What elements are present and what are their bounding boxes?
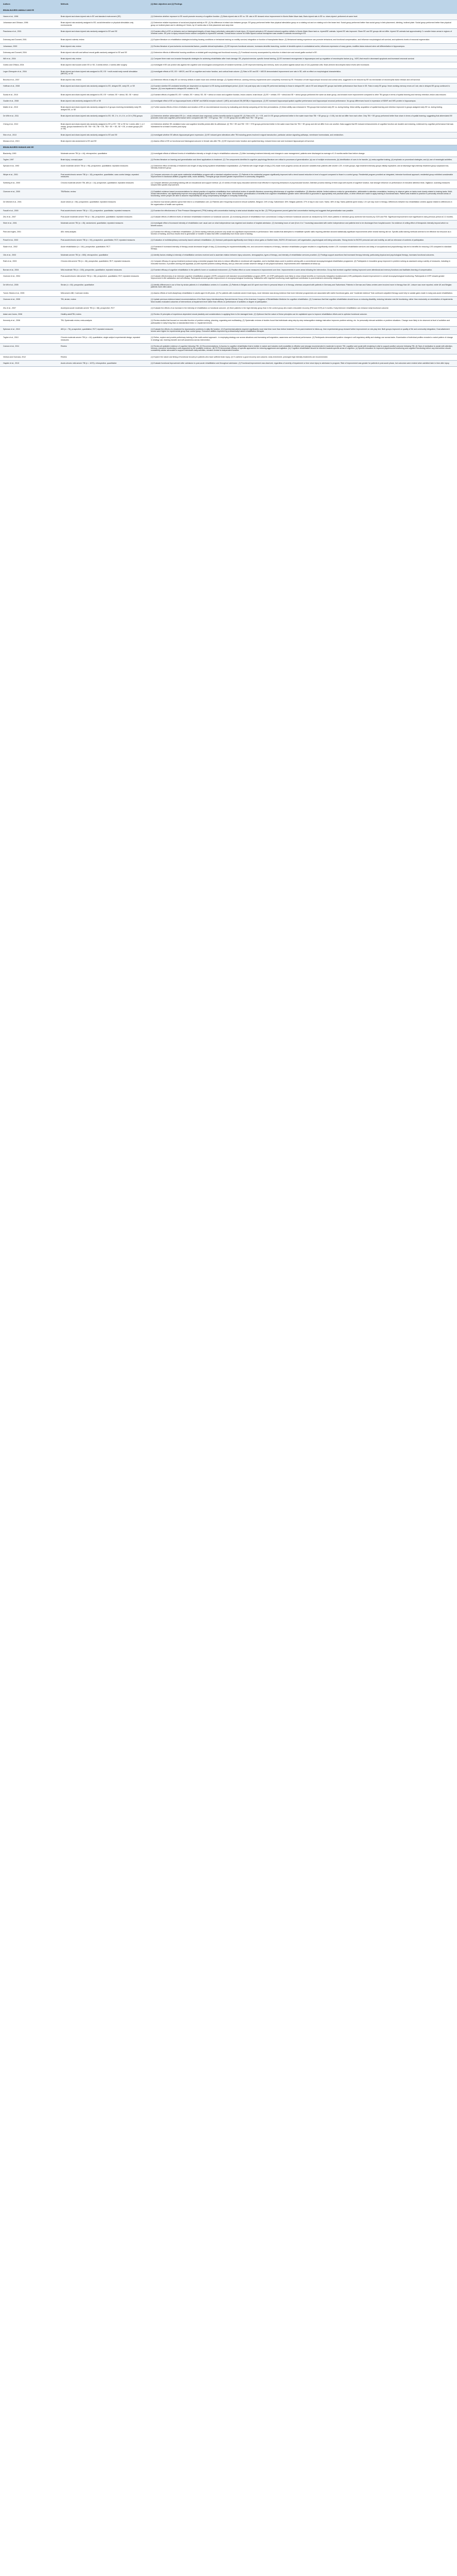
cell-authors: Gobbo and O'Mara, 2004 <box>0 62 58 69</box>
cell-methods: Post-acute/chronic severe TBI (n = 18); prospective, quantitative; case-control design; repeated measures <box>58 172 148 180</box>
cell-authors: Turner-Stokes et al., 2005 <box>0 291 58 297</box>
table-row <box>0 214 457 221</box>
cell-findings: (1) Refine, explore and provide preliminary training of the multi-context approach - in employing strategy use across situations and increasing self-regulation, awareness and functional performance. (2) Participants demonstrated positive changes in self-regulatory ability and strategy use across tasks. Examination of individual profiles revealed a varied pattern of change in strategy use, learning transfer and self-awareness across intervention. <box>148 335 457 344</box>
cell-findings: (1) Update previous evidence-based recommendations of the Brain Injury Interdisciplinary Special Interest Group of the American Congress of Rehabilitation Medicine for cognitive rehabilitation. (2) Consensus that that cognitive rehabilitation should focus on reducing disability, restoring intensive real-life functioning, rather than exclusively on remediation of impairments. Most studies evaluated outcomes of interventions at impairment level rather than effects on performance of activities or degree of participation. <box>148 297 457 306</box>
table-row <box>0 28 457 37</box>
cell-authors: Shiel et al., 2001 <box>0 221 58 229</box>
cell-authors: Johansson, 2000 <box>0 43 58 49</box>
section-title: BRAIN-INJURED HUMANS AND EE <box>0 145 457 151</box>
cell-authors: Slade et al., 2002 <box>0 244 58 252</box>
cell-findings: (1) Evaluate the effects of a treatment for dysexecutive problems in daily life function. (2) Experimental patients required significantly more total time more than before treatment. From post-treatment to follow-up, time experimental group showed further improvement on role-play test. Both groups improved on quality of life and community integration; Goal-attainment scores were higher for experimental group than control group. Executive abilities improved by professionally trained rehabilitation therapist. <box>148 326 457 335</box>
cell-authors: Hamm et al., 1996 <box>0 14 58 20</box>
cell-findings: (1) Evaluate the effects of an increase in the intensity of rehabilitation on functional outcome. (2) More patients in the high intensity group than in the control group who made a favorable recovery (FIM and GOS) at 3 months. Early intensive rehabilitation can enhance early functional outcome. <box>148 305 457 311</box>
cell-findings: (1) Review all available evidence of cognitive following TBI. (2) Recommendations: (i) Access to cognitive rehabilitation that is holistic in nature and includes multi-modalities is effective and strongly recommended in moderate to severe TBI; cognitive and social skill remaining is vital to support positive outcome following TBI. (ii) Task of medication to assist with attention, memory, executive functioning is well-supported by the available evidence. (iii) RCTs demonstrate efficacy of specific approaches for reducing aggression and agitation. (iv) Cognitive rehabilitation should be directed towards specific areas of cognition. (v) Specific education on improved psychosocial functioning and cognitive functioning before any intervention should consistently advise advocates to support individual's daily activities, remains central to independent function. <box>148 343 457 354</box>
cell-methods: Acute rehabilitation (n = 161); prospective, quantitative; RCT <box>58 244 148 252</box>
cell-findings: (1) Evaluation of multidisciplinary community based outreach rehabilitation. (2) Outreach participants significantly more likely to show gains on Barthel index, BICRO-39 total score, self organisation, psychological well-being subscales. Strong trends for BICRO personal care and mobility, as well as relevance of contexts of participation. <box>148 238 457 244</box>
table-row <box>0 122 457 132</box>
cell-findings: (1) Explore literature on rehabilitation strategies including housing conditions or behavioral training on motility survival, integration or function of transplanted tissue. (2) Behavioral training experience can promote behavioral, and functional compensation, and influence morphological cell survival, and epidermis levels of neuronal regeneration. <box>148 37 457 43</box>
table-row <box>0 259 457 267</box>
table-row <box>0 318 457 327</box>
cell-authors: Zhu et al., 2007 <box>0 214 58 221</box>
cell-methods: Brain-injured rats randomly assigned to EE or SE <box>58 98 148 105</box>
cell-authors: Fasotti et al., 2000 <box>0 208 58 214</box>
cell-methods: TBI, stroke; review <box>58 297 148 306</box>
cell-authors: Park and Ingles, 2001 <box>0 229 58 238</box>
cell-methods: Brain-injured and sham-injured rats in EE and standard environment (SE) <box>58 14 148 20</box>
cell-methods: Moderate-severe TBI (n = 45); randomized, quantitative; repeated measures <box>58 221 148 229</box>
cell-findings: (1) Investigate whether EE affects hippocampal gene expression. (2) EE induced gene alterations after TBI including genes involved in signal transduction, particular calcium signaling pathways, membrane homeostasis, and metabolism. <box>148 132 457 139</box>
cell-authors: Blackerby, 1990 <box>0 151 58 157</box>
cell-authors: Passineau et al., 2001 <box>0 28 58 37</box>
cell-methods: Chronic mild-severe TBI (n = 46); prospective, quantitative; RCT; repeated measures <box>58 259 148 267</box>
cell-findings: (1) Examined if increased intensity of therapy would decreased length of stay. (2) Accounting for impairment/disability mix, and concurrent measures of therapy, intensive rehabilitation program resulted in a significantly shorter LOS. Increased rehabilitation services and delay of occupational and physiotherapy has led to benefits for reducing LOS compared to standard therapy. <box>148 244 457 252</box>
cell-findings: (1) Evaluate effects of different levels of intensive rehabilitation treatment on functional outcome. (2) Increasing amount of rehabilitation from conventional 2-h/day to intensive functional outcome as measured by GOS; More patients in intensive group achieved full recovery by GOS and FIM. Significant improvement more significant in early pervious period at 2-3 months. <box>148 214 457 221</box>
cell-methods: Post-acute/chronic mild-severe TBI (n = 56); prospective, quantitative; RCT; repeated measures <box>58 274 148 282</box>
header-methods: Methods <box>58 0 148 8</box>
section-header-row <box>0 8 457 14</box>
table-row <box>0 14 457 20</box>
cell-findings: (1) Review 10 principles of experience-dependent neural plasticity and considerations in applying them to the damaged brain. (2) Optimum that the nature of these principles can be capitalized upon to improve rehabilitation efforts and to optimize functional outcome. <box>148 312 457 318</box>
table-row <box>0 305 457 311</box>
cell-authors: Spivack et al., 1992 <box>0 163 58 172</box>
cell-methods: Moderate-severe TBI (n = 44); retrospective, quantitative <box>58 151 148 157</box>
table-row <box>0 56 457 62</box>
cell-findings: (1) Evaluate effectiveness of an intensive cognitive rehabilitation program (ICRP) compared with standard neurorehabilitation program (SRP). (2) ICRP participants more likely to show clinical benefits on Community Integration Questionnaire (CIR) participants showed improvement in overall neuropsychological functioning. Participants in ICRP showed greater improvement in life satisfaction and self-efficacy. Participants showed greater improvement of neuropsychological functioning. Satisfaction with cognitive functioning made significant contribution to post-treatment community integration. <box>148 274 457 282</box>
table-row <box>0 172 457 180</box>
cell-findings: (1) Compare outcomes of a post-acute residential rehabilitation program with a standard outpatient service. (2) Patients in the residential program significantly improved with a trend toward reduction in level of support compared to those in a control group. Residential program provided an integrated, intensive functional approach; residential group exhibited considerable improvement in functional abilities (cognitive skills, motor abilities). Therapist groups showed greater improvement in community integration. <box>148 172 457 180</box>
cell-methods: Stroke (n = 60); prospective, quantitative <box>58 282 148 291</box>
table-row <box>0 43 457 49</box>
cell-findings: (1) Investigate effects of different levels of rehabilitation intensity or length of stay in rehabilitation outcomes. (2) After increasing treatment intensity and changes in case management, patients were discharged an average of 1.5 months earlier than before change. <box>148 151 457 157</box>
cell-findings: (1) Evaluate functional improvement after admission to post-acute rehabilitation and throughout admission. (2) Functional improvement was observed, regardless of severity of impairment or time since injury to admission to program. Rate of improvement was greater for patients in post-acute phase, but outcomes were evident when admitted later in time after injury. <box>148 360 457 366</box>
cell-authors: Cheng et al., 2012 <box>0 122 58 132</box>
cell-authors: Cannon et al., 2011 <box>0 343 58 354</box>
cell-methods: Healthy adult/TBI; review <box>58 312 148 318</box>
table-row <box>0 297 457 306</box>
table-row <box>0 354 457 360</box>
cell-findings: (1) Compare three main non-invasive therapeutic strategies for achieving rehabilitation after brain damage: EE, physical exercise, specific format training. (2) EE increased neurogenesis in hippocampus and up-regulation of neurotrophic factors (e.g., NGF) that result in decreased apoptosis and increased neuronal survival. <box>148 56 457 62</box>
cell-authors: Dobrossy and Dunnett, 2001 <box>0 37 58 43</box>
cell-methods: Moderate-severe TBI (n = 650); retrospective, quantitative <box>58 252 148 259</box>
table-row <box>0 139 457 145</box>
cell-findings: (1) Identify factors relating to intensity of rehabilitation services received and to ascertain relation between injury outcomes, demographics, types of therapy, and intensity of rehabilitation services provided. (2) Findings support assertions that increased therapy intensity, particularly physical and psychological therapy, increases functional outcomes. <box>148 252 457 259</box>
table-row <box>0 282 457 291</box>
cell-findings: (1) Determine whether EE-mediated motor and cognitive benefits persist after its withdrawal. (2) TBI + EE and TBI + EE + STD groups performed better in the water maze than the TBI + SE group and did not differ from one another. Data suggest that EE-induced enhancements of cognitive function are durable and enduring, evidenced by cognitive performance that was maintained for at least 6 months post-injury. <box>148 122 457 132</box>
cell-methods: Brain-injured rats; review <box>58 56 148 62</box>
cell-findings: (1) Explore the nature and timing of functional recovery in patients who have suffered brain injury. (2) To achieve a good recovery and outcome, early enrichment, prolonged high intensity treatments are recommended. <box>148 354 457 360</box>
cell-methods: Brain-injured and sham-injured rats assigned to EE, EE + vehicle, EE + stimul, SE, SE + stimul <box>58 92 148 98</box>
cell-findings: (1) Examine efficacy of cognitive rehabilitation in the patient's home or vocational environment. (2) Positive effect on some measures in improvement over time. Improvements in some areas following the intervention. Group that received cognitive training improved some attentional and memory functions and facilitates learning of compensation. <box>148 267 457 273</box>
cell-findings: (1) Identify differences in use of time by stroke patients in 4 rehabilitation centers in 4 countries. (2) Patients in Belgian and UK spent more time in personal leisure or in therapy, whereas compared with patients in Germany and Switzerland. Patients in German and Swiss centres were involved more in therapy than UK. Leisure was more reported, while UK and Belgian patients more often alone. <box>148 282 457 291</box>
cell-authors: De Witt et al., 2011 <box>0 113 58 122</box>
cell-authors: Adam and Jones, 2008 <box>0 312 58 318</box>
table-row <box>0 238 457 244</box>
header-objectives-findings: (1) Main objectives and (2) Findings <box>148 0 457 8</box>
cell-methods: Mild-severe ABI; Cochrane review <box>58 291 148 297</box>
cell-authors: Monaco et al., 2013 <box>0 139 58 145</box>
cell-methods: Brain-injured rats randomly assigned to EE, social interaction or physical stimulation-only environments <box>58 20 148 29</box>
cell-findings: (1) Examine the efficacy of attention rehabilitation. (2) Direct-training methods produced only small non-significant improvements in performance. New studies that attempted to rehabilitate specific skills requiring attention showed statistically significant improvements while neutral training did not. Specific-skills training methods seemed to be effective but resource as a function of training, and thus results tend to generalize or transfer to tasks that differ considerably from those used in training. <box>148 229 457 238</box>
table-row <box>0 20 457 29</box>
cell-methods: Post-acute moderate-severe TBI (n = 36); prospective, quantitative; repeated measures <box>58 214 148 221</box>
table-row <box>0 113 457 122</box>
cell-methods: Acute/post-acute moderate-severe TBI (n = 68); prospective, RCT <box>58 305 148 311</box>
cell-methods: ABI; meta-analysis <box>58 229 148 238</box>
cell-authors: Whyte et al., 2001 <box>0 172 58 180</box>
table-row <box>0 244 457 252</box>
cell-authors: Matter et al., 2010 <box>0 105 58 113</box>
table-row <box>0 98 457 105</box>
cell-authors: De Wit et al., 2005 <box>0 282 58 291</box>
table-row <box>0 335 457 344</box>
cell-authors: Dobrossy and Dunnett, 2004 <box>0 49 58 56</box>
table-row <box>0 105 457 113</box>
table-row <box>0 92 457 98</box>
cell-methods: Brain-injured rats with and without neural grafts randomly assigned to EE and SE <box>58 49 148 56</box>
table-row <box>0 62 457 69</box>
cell-methods: Brain-injured and sham-injured rats assigned to EE, EE + multi-modal early overall stimulation (MEOS), or SE <box>58 69 148 77</box>
cell-findings: (1) Review literature on learning and generalization and direct applications to treatment. (2) The components identified in cognitive psychology literature are critical to processes of generalization: (a) use of multiple environments, (b) identification of cues to be transfer, (c) meta-cognitive training, (d) emphasis on procedural strategies, and (e) use of meaningful activities. <box>148 157 457 163</box>
table-row <box>0 37 457 43</box>
cell-findings: (1) Assess effects of multi-disciplinary rehabilitation in adults aged 16-65 years. (2) For patients with moderate-severe brain injury, more intensive was strong evidence that more intensive programmes are associated with earlier functional gains, and "moderate evidence" that continued outpatient therapy could help to sustain gains made in early post-acute rehabilitation. <box>148 291 457 297</box>
table-row <box>0 77 457 83</box>
cell-authors: Togher et al., 2010 <box>0 335 58 344</box>
cell-findings: (1) Examine effects of spatial EE, EE + vehicle, EE + stimul, SE, SE + stimul on motor and cognitive function, lesion volume, brain tissue. (2) EE + vehicle, EE + stimul and SE + stimul groups performed the same as sham group, and showed more improvement compared to other TBI groups in terms of spatial learning and memory retention; lesion was reduced. <box>148 92 457 98</box>
table-row <box>0 69 457 77</box>
cell-authors: Cicerone et al., 2004 <box>0 274 58 282</box>
cell-authors: Johansson and Ohlsson, 1996 <box>0 20 58 29</box>
table-row <box>0 360 457 366</box>
cell-methods: Brain-injured and sham-injured rats randomly assigned to EE, SE, 2 h, 4 h, 6 h, or 24 h (TBI) groups <box>58 113 148 122</box>
cell-methods: Review <box>58 354 148 360</box>
table-header-row <box>0 0 457 8</box>
table-row <box>0 267 457 273</box>
cell-methods: Acute moderate-severe TBI (n = 95); prospective, quantitative; repeated measures <box>58 163 148 172</box>
cell-methods: Brain-injured rats; review <box>58 43 148 49</box>
table-row <box>0 343 457 354</box>
cell-findings: (1) Further assess effects of time of initiation and duration of EE on neurobehavioral recovery by evaluating and directly comparing all the time permutations. (2) Motor ability was enhanced in TBI groups that received early EE vs. during testing. Motor ability, acquisition of spatial learning and retention improved in groups assigned early EE vs. during testing. <box>148 105 457 113</box>
section-header-row <box>0 145 457 151</box>
cell-methods: Brain-injured rats randomized to EE and SE <box>58 139 148 145</box>
cell-findings: (1) Determine whether exposure to EE would promote recovery of cognitive function. (2) Brain-injured rats in EE vs. SE: rats in EE showed minor improvement in Morris Water Maze task; Brain-injured rats in EE vs. sham-injured: performed at same level. <box>148 14 457 20</box>
table-row <box>0 151 457 157</box>
cell-authors: Cicerone et al., 2000 <box>0 189 58 199</box>
cell-authors: Cicerone et al., 2005 <box>0 297 58 306</box>
cell-findings: (1) Assess effect of EE on functional and histological outcome in female rats after TBI. (2) EE improved motor function and spatial learning; reduced lesion size and increased hippocampal cell survival. <box>148 139 457 145</box>
table-row <box>0 229 457 238</box>
cell-authors: Powell et al., 2002 <box>0 238 58 244</box>
cell-findings: (1) Determine whether abbreviated EE (i.e., rehab-relevant dose response) confers benefits similar to typical EE. (2) Rats in EE, 4 h + EE, and 6 h EE groups performed better in the water maze than TBI + SE group (p < 0.05), but did not differ from each other. Only TBI + EE group performed better than sham in terms of spatial learning; suggesting that abbreviated EE promotes motor and cognitive performance when compared with TBI + STD group. TBI + 2 h EE group did not differ from TBI + SE group. <box>148 113 457 122</box>
literature-review-table <box>0 0 457 367</box>
cell-authors: Will et al., 2004 <box>0 56 58 62</box>
cell-methods: TBI; Systematic review, meta-analysis <box>58 318 148 327</box>
cell-findings: (1) Compare efficacy of a group treatment protocol using a remedial program that aims to reduce difficulties in emotional self-regulation, and to facilitate steps used in problem solving with a conventional neuropsychological rehabilitation programme. (2) Participants in innovative group improved in problem solving as assessed using a variety of measures, including in executive function, in problem-solving self-appraisal, (b) self-reported problem-solving efficacy, and (c) clear and concise observer ratings of role-played scenarios. Improvements were maintained at follow-up. <box>148 259 457 267</box>
cell-authors: Sohlberg et al., 2000 <box>0 180 58 189</box>
cell-authors: Zhu et al., 2007 <box>0 305 58 311</box>
cell-methods: Acute stroke (n = 56); prospective, quantitative; repeated measures <box>58 199 148 208</box>
cell-findings: (1) Examine whether EE-mediated benefits are dependent on exposure to EE during acute/delayed period. (2) At 2 wk post injury rats in early EE performed similarly to those in delayed EE; rats in EE and delayed EE groups had better performance than those in SE. Rats in early EE group: fewer working-memory errors at 3 wk; rats in delayed EE group continued to improve. (3) Less impairment in delayed EE relative to SE. <box>148 83 457 92</box>
table-row <box>0 83 457 92</box>
cell-authors: De Weerdt et al., 2001 <box>0 199 58 208</box>
cell-methods: Brain-injured and sham-injured rats randomly assigned to EE and SE <box>58 132 148 139</box>
cell-authors: Kennedy et al., 2008 <box>0 318 58 327</box>
cell-findings: (1) Review studies that focused on executive function of problem solving, planning, organizing and multitasking. (2) Systematic reviews of studies found that individuals using step-by-step metacognitive strategy instruction improves problem solving, etc. for personally relevant activities or problem situations. Change more likely to be observed at level of activities and participation in daily living than on standardized tests i.e. impairment levels. <box>148 318 457 327</box>
cell-authors: Bezzina et al., 2007 <box>0 77 58 83</box>
cell-methods: Brain-injured and sham-injured rats randomly assigned to EE or EE + SE or SE for 1 week; after 1 or 2 weeks, groups transferred to SE: TBI + SE, TBI + EE, TBI + EE + SE, SE + EE, or sham groups (EE or SE) <box>58 122 148 132</box>
cell-findings: (1) Establish evidence-based recommendations for clinical practice of cognitive rehabilitation from methodical review of scientific literature concerning effectiveness of cognitive rehabilitation. (2) Attention deficits: limited evidence exists for generalization, attributable to attention remediation; tendency to observe gains on tasks most closely related to training tasks. Multi-modal interventions: can significantly improve neuropsychological performance in many skill areas. Memorisation: generalisation of benefits from cognitive rehabilitation greater when intervention is grounded in appropriately real practical tasks, or when efforts are made to apply training to functional tasks. Patient was enabled to practice in personally relevant areas of functioning, where people are able to assume responsibility for using compensatory strategies in everyday functioning. <box>148 189 457 199</box>
cell-authors: Bornan et al., 2004 <box>0 267 58 273</box>
table-row <box>0 189 457 199</box>
cell-authors: Cifu et al., 2003 <box>0 252 58 259</box>
cell-methods: Brain-injured rats housed under EE or SE, 3 weeks before, 4 weeks after surgery <box>58 62 148 69</box>
cell-findings: (1) Examine effect of EE on behavior and on histological integrity of brain tissue selectively vulnerable to brain injury. (2) Injured animals in EE showed reduced cognitive deficits in Morris Water Maze task vs. injured/SE animals. Injured EE rats improved. Sham EE and SE groups did not differ. Injured SE animals had approximately 2 x smaller lesion areas in regions of cerebral cortex. EE prior to injury reduced lesion volume compared to injured/SE animals. Overall lesion volume for entire injured cortical hemisphere was smaller in animals recovering in EE. <box>148 28 457 37</box>
cell-methods: Mild-moderate TBI (n = 150); prospective, quantitative; repeated measures <box>58 267 148 273</box>
cell-findings: (1) Investigate effect of increased intensity of rehabilitation over usual care on what independence was regained and duration of hospital admission. (2) Increasing hours of care (from 4 to 7 hours/day) associated with earlier independence and patients tend to be discharged from hospital sooner. No evidence of ceiling effect of therapeutic intensity beyond which no benefit occurs. <box>148 221 457 229</box>
section-title: BRAIN-INJURED ANIMALS AND EE <box>0 8 457 14</box>
cell-authors: Spikman et al., 2010 <box>0 326 58 335</box>
cell-methods: Post-acute/chronic severe TBI (n = 94); prospective, quantitative; RCT; repeated measures <box>58 238 148 244</box>
cell-methods: Review <box>58 343 148 354</box>
cell-methods: Post-acute/chronic severe TBI (n = 22); prospective, quantitative; repeated measures <box>58 208 148 214</box>
table-row <box>0 274 457 282</box>
table-row <box>0 132 457 139</box>
table-row <box>0 221 457 229</box>
table-row <box>0 157 457 163</box>
cell-findings: (1) Investigate if EE can protect rats against the cognitive and neurological consequences of transient ischemia. (2) EE improved learning and memory; does not protect against actual loss of CA1 pyramidal cells. Brain-derived neurotrophic factor levels were increased. <box>148 62 457 69</box>
cell-authors: Leger-Ghesquier et al., 2004 <box>0 69 58 77</box>
cell-methods: Chronic moderate-severe TBI, ABI (n = 14); prospective, quantitative; repeated measures <box>58 180 148 189</box>
cell-findings: (1) Investigate effects of EE, EE + MEOS, and SE on cognitive and motor function, and cortical brain volume. (2) Rats in EE and EE + MEOS demonstrated improvement over rats in SE, with no effect on morphological characteristics. <box>148 69 457 77</box>
cell-authors: Rath et al., 2003 <box>0 259 58 267</box>
table-row <box>0 163 457 172</box>
cell-findings: (1) Determine relative importance of social and physical activity in EE. (2) No difference in infarct size between groups. EE group performed better than physical stimulation group on a rotating rod and on rotating rod in the beam test. Social group performed better than social group in limb placement, climbing, inclined plate. Social group performed better than physical group on inclined plane and in climbing at 2 times, by 12 weeks also in limb placement and ramp test. <box>148 20 457 29</box>
cell-methods: Brain injury; concept paper <box>58 157 148 163</box>
cell-authors: Togher, 1997 <box>0 157 58 163</box>
table-row <box>0 326 457 335</box>
cell-methods: ABI (n = 75); prospective, quantitative; RCT; repeated measures <box>58 326 148 335</box>
cell-findings: (1) Determine effect of intensity of treatment and length of stay during inpatient rehabilitation hospitalization. (2) Patients with longer length of stay (LOS) made more progress across all outcome variables than patients with shorter LOS. In both groups, high treatment intensity groups initially equivalent, and at discharge high-intensity treatment group surpassed low-intensity treatment group. <box>148 163 457 172</box>
table-row <box>0 208 457 214</box>
cell-methods: Acute-chronic mild-severe TBI (n = 1670); retrospective, quantitative <box>58 360 148 366</box>
table-row <box>0 291 457 297</box>
cell-methods: Brain-injured and sham-injured rats randomly assigned to EE and SE <box>58 28 148 37</box>
table-row <box>0 252 457 259</box>
cell-findings: (1) Review literature of post-ischemic environmental factors, possible clinical implications. (2) EE improves functional outcome, increases dendritic branching, number of dendritic spines in contralateral cortex, influences expression of many genes, modifies lesion-induced stem cell differentiation in hippocampus. <box>148 43 457 49</box>
header-authors: Authors <box>0 0 58 8</box>
cell-methods: Brain-injured and sham-injured rats randomly assigned to 8 groups receiving immediately early EE, delayed EE, or SE <box>58 105 148 113</box>
table-row <box>0 312 457 318</box>
cell-authors: Shin et al., 2013 <box>0 132 58 139</box>
cell-findings: (1) Determine effects of daily EE on memory deficits in water maze and cerebral damage. (2) Spatial reference, working memory impairments were completely reversed by EE. Reduction of both hippocampal neuronal and cortical area, suggested to be reduced by EE via mechanism of neurotrophic factor release and cell survival. <box>148 77 457 83</box>
cell-authors: Ventura and Guevara, 2012 <box>0 354 58 360</box>
cell-authors: Hayden et al., 2013 <box>0 360 58 366</box>
table-row <box>0 180 457 189</box>
cell-methods: Brain-injured and sham-injured rats randomly assigned to EE, delayed EE, early EE, or SE <box>58 83 148 92</box>
cell-findings: (1) Examine the effectiveness of Time Pressure Management (TPM) training with concentration training in what actual situation may be like. (2) TPM programme proved gains that concentration training and suggests that generalization was possible. <box>148 208 457 214</box>
table-row <box>0 199 457 208</box>
cell-methods: Chronic moderate-severe TBI (n = 44); quantitative; single-subject experimental design; repeated measures <box>58 335 148 344</box>
cell-methods: Brain-injured rodents; review <box>58 37 148 43</box>
cell-authors: Gaulke et al., 2008 <box>0 98 58 105</box>
cell-methods: TBI/Stroke; review <box>58 189 148 199</box>
cell-findings: (1) Investigate effect of EE on hippocampal levels of BDNF and NMDA receptor subunit 1 (NR1) and subunit 2B (NR2B) in hippocampus. (2) EE increased hippocampal spatial cognitive performance and hippocampal neuronal performance. No group differences found in expression of BDNF and NR1 protein in hippocampus. <box>148 98 457 105</box>
cell-authors: Hoffman et al., 2008 <box>0 83 58 92</box>
cell-findings: (1) Compare attention processing training with an educational and support method. (2) 10 weeks of brain injury education seemed most effective in improving behaviours of psychosocial function. Attention process training of three-ways self-reports of cognitive function, had stronger influence on performance of executive attention tests. Vigilance, scanning measures showed little specific improvement. <box>148 180 457 189</box>
cell-findings: (1) Observe how stroke patients spend their time in a rehabilitation unit. (2) Patients were frequently involved in leisure activities. Belgium: 24% of day, Switzerland: 45%. Belgian patients: 27% of day in own room; Swiss: 46% of day. Swiss patients spent nearly 1.5 h per day more in therapy. Differences between two rehabilitation centers appear related to differences in the organization of health care systems. <box>148 199 457 208</box>
cell-authors: Sozda et al., 2010 <box>0 92 58 98</box>
table-row <box>0 49 457 56</box>
cell-methods: Brain-injured rats; review <box>58 77 148 83</box>
cell-findings: (1) Determine effects of differential housing conditions on striatal graft morphology and functional recovery. (2) Functional recovery accompanied by reduction in infarct size and neural grafts survival in EE. <box>148 49 457 56</box>
